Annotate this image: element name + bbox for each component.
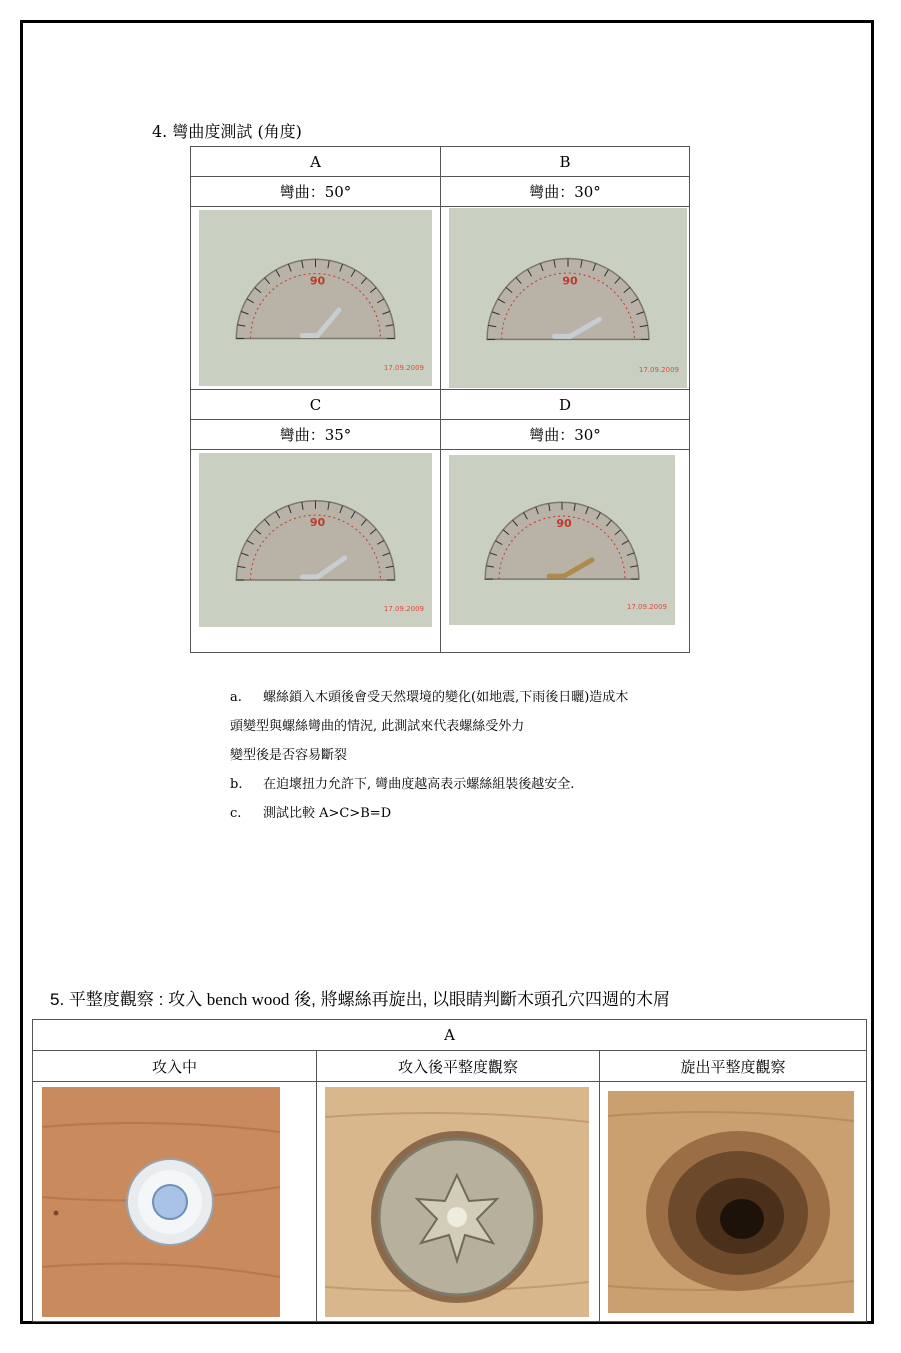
protractor-photo-a xyxy=(199,210,440,386)
scale-mark-90: 90 xyxy=(562,274,578,288)
cell-id-b: B xyxy=(441,147,690,177)
col-header-after-removal: 旋出平整度觀察 xyxy=(600,1051,867,1082)
col-header-inserting: 攻入中 xyxy=(33,1051,317,1082)
title-prefix: 5. 平整度觀察 : 攻入 xyxy=(50,990,207,1009)
wood-hole-photo-after-removal xyxy=(608,1091,854,1313)
group-header: A xyxy=(33,1020,867,1051)
bending-test-table xyxy=(190,146,690,653)
protractor-photo-c xyxy=(199,453,440,627)
cell-id-c: C xyxy=(191,390,441,420)
protractor-svg xyxy=(449,455,675,625)
cell-id-a: A xyxy=(191,147,441,177)
note-a-cont: 頭變型與螺絲彎曲的情況, 此測試來代表螺絲受外力 xyxy=(230,719,525,734)
cell-label-b: 彎曲：30° xyxy=(441,177,690,207)
cell-label-d: 彎曲：30° xyxy=(441,420,690,450)
title-suffix: 後, 將螺絲再旋出, 以眼睛判斷木頭孔穴四週的木屑 xyxy=(289,990,671,1009)
title-en: bench wood xyxy=(206,990,290,1009)
protractor-svg xyxy=(199,210,432,386)
note-text: 在迫壞扭力允許下, 彎曲度越高表示螺絲組裝後越安全. xyxy=(263,777,575,792)
note-text: 測試比較 A>C>B=D xyxy=(263,806,392,821)
note-c xyxy=(230,799,628,828)
cell-id-d: D xyxy=(441,390,690,420)
flatness-table xyxy=(32,1019,867,1322)
note-key: a. xyxy=(230,690,242,705)
notes-list xyxy=(230,683,628,828)
protractor-svg xyxy=(449,208,687,388)
cell-label-a: 彎曲：50° xyxy=(191,177,441,207)
note-key: c. xyxy=(230,806,242,821)
protractor-photo-d xyxy=(449,455,689,625)
note-a xyxy=(230,683,628,712)
section5-title xyxy=(50,985,670,1010)
section4-title: 4. 彎曲度測試 (角度) xyxy=(152,122,302,141)
scale-mark-90: 90 xyxy=(556,516,572,530)
hole xyxy=(720,1199,764,1239)
cell-label-c: 彎曲：35° xyxy=(191,420,441,450)
wood-screw-photo-inserting xyxy=(42,1087,280,1317)
col-header-after-insert: 攻入後平整度觀察 xyxy=(317,1051,600,1082)
scale-mark-90: 90 xyxy=(309,516,326,530)
note-key: b. xyxy=(230,777,243,792)
photo-date: 17.09.2009 xyxy=(383,364,424,372)
wood-screw-photo-after-insert xyxy=(325,1087,589,1317)
protractor-photo-b xyxy=(449,208,689,388)
note-a-cont: 變型後是否容易斷裂 xyxy=(230,748,348,763)
photo-date: 17.09.2009 xyxy=(383,605,424,613)
photo-date: 17.09.2009 xyxy=(638,366,679,374)
photo-date: 17.09.2009 xyxy=(626,603,667,611)
note-b xyxy=(230,770,628,799)
scale-mark-90: 90 xyxy=(309,274,326,288)
protractor-svg xyxy=(199,453,432,627)
note-text: 螺絲鎖入木頭後會受天然環境的變化(如地震,下雨後日曬)造成木 xyxy=(263,690,629,705)
